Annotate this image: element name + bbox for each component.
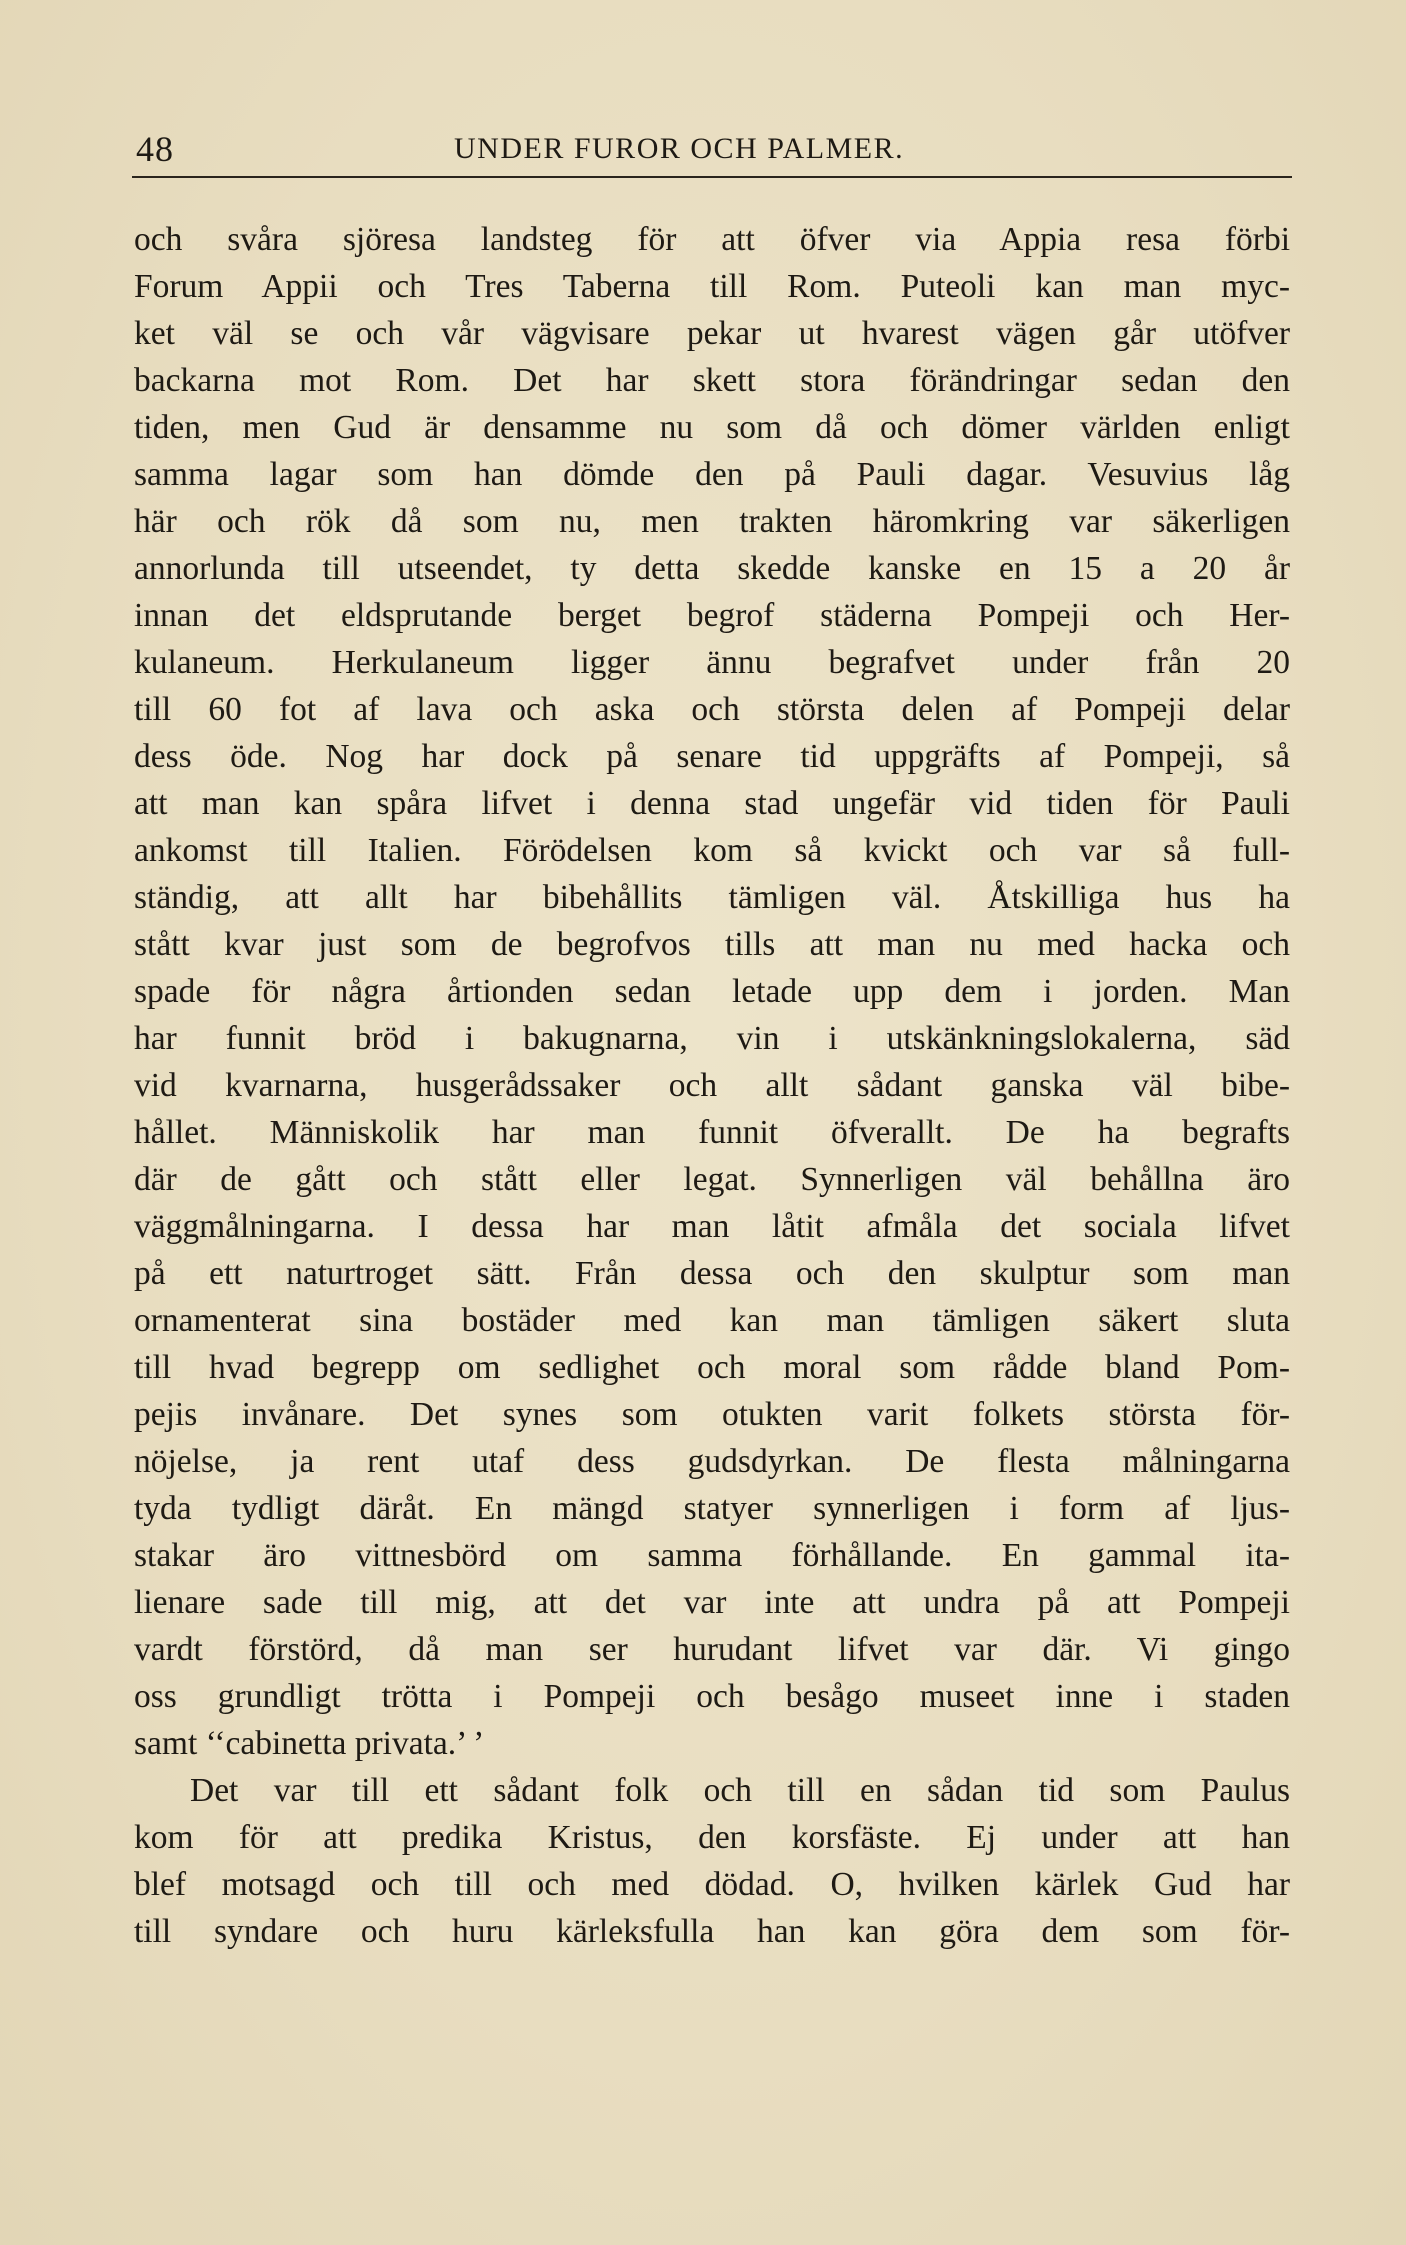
running-title: UNDER FUROR OCH PALMER. — [454, 132, 905, 165]
paragraph-1 — [134, 216, 1290, 1767]
text-line: dess öde. Nog har dock på senare tid uppgräfts af Pompeji, så — [134, 738, 1290, 775]
text-line: här och rök då som nu, men trakten häromkring var säkerligen — [134, 503, 1290, 540]
text-line: lienare sade till mig, att det var inte att undra på att Pompeji — [134, 1584, 1290, 1621]
page-number: 48 — [136, 129, 174, 169]
header-rule — [132, 176, 1292, 178]
text-line: backarna mot Rom. Det har skett stora förändringar sedan den — [134, 362, 1290, 399]
text-line: vid kvarnarna, husgerådssaker och allt sådant ganska väl bibe- — [134, 1067, 1290, 1104]
text-line: till syndare och huru kärleksfulla han kan göra dem som för- — [134, 1913, 1290, 1950]
text-line: innan det eldsprutande berget begrof städerna Pompeji och Her- — [134, 597, 1290, 634]
page-header — [132, 124, 1290, 174]
text-line: till 60 fot af lava och aska och största delen af Pompeji delar — [134, 691, 1290, 728]
text-line: väggmålningarna. I dessa har man låtit afmåla det sociala lifvet — [134, 1208, 1290, 1245]
text-line: kulaneum. Herkulaneum ligger ännu begrafvet under från 20 — [134, 644, 1290, 681]
paragraph-2 — [134, 1767, 1290, 1955]
text-line: där de gått och stått eller legat. Synnerligen väl behållna äro — [134, 1161, 1290, 1198]
text-line: ket väl se och vår vägvisare pekar ut hvarest vägen går utöfver — [134, 315, 1290, 352]
text-line: och svåra sjöresa landsteg för att öfver via Appia resa förbi — [134, 221, 1290, 258]
text-line: ankomst till Italien. Förödelsen kom så kvickt och var så full- — [134, 832, 1290, 869]
text-line: stakar äro vittnesbörd om samma förhållande. En gammal ita- — [134, 1537, 1290, 1574]
text-line: annorlunda till utseendet, ty detta skedde kanske en 15 a 20 år — [134, 550, 1290, 587]
text-line: tiden, men Gud är densamme nu som då och dömer världen enligt — [134, 409, 1290, 446]
text-line: till hvad begrepp om sedlighet och moral som rådde bland Pom- — [134, 1349, 1290, 1386]
text-line: vardt förstörd, då man ser hurudant lifvet var där. Vi gingo — [134, 1631, 1290, 1668]
text-line: spade för några årtionden sedan letade upp dem i jorden. Man — [134, 973, 1290, 1010]
text-line: ornamenterat sina bostäder med kan man tämligen säkert sluta — [134, 1302, 1290, 1339]
text-line: ständig, att allt har bibehållits tämligen väl. Åtskilliga hus ha — [134, 879, 1290, 916]
text-line: blef motsagd och till och med dödad. O, hvilken kärlek Gud har — [134, 1866, 1290, 1903]
text-line: Forum Appii och Tres Taberna till Rom. Puteoli kan man myc- — [134, 268, 1290, 305]
body-text — [134, 216, 1290, 1955]
text-line: Det var till ett sådant folk och till en sådan tid som Paulus — [190, 1772, 1290, 1809]
text-line: pejis invånare. Det synes som otukten varit folkets största för- — [134, 1396, 1290, 1433]
text-line: nöjelse, ja rent utaf dess gudsdyrkan. De flesta målningarna — [134, 1443, 1290, 1480]
text-line: har funnit bröd i bakugnarna, vin i utskänkningslokalerna, säd — [134, 1020, 1290, 1057]
text-line: hållet. Människolik har man funnit öfverallt. De ha begrafts — [134, 1114, 1290, 1151]
text-line: stått kvar just som de begrofvos tills att man nu med hacka och — [134, 926, 1290, 963]
text-line: kom för att predika Kristus, den korsfäste. Ej under att han — [134, 1819, 1290, 1856]
text-line: samt ‘‘cabinetta privata.’ ’ — [134, 1725, 485, 1762]
text-line: att man kan spåra lifvet i denna stad ungefär vid tiden för Pauli — [134, 785, 1290, 822]
text-line: tyda tydligt däråt. En mängd statyer synnerligen i form af ljus- — [134, 1490, 1290, 1527]
text-line: oss grundligt trötta i Pompeji och besågo museet inne i staden — [134, 1678, 1290, 1715]
text-line: på ett naturtroget sätt. Från dessa och den skulptur som man — [134, 1255, 1290, 1292]
text-line: samma lagar som han dömde den på Pauli dagar. Vesuvius låg — [134, 456, 1290, 493]
